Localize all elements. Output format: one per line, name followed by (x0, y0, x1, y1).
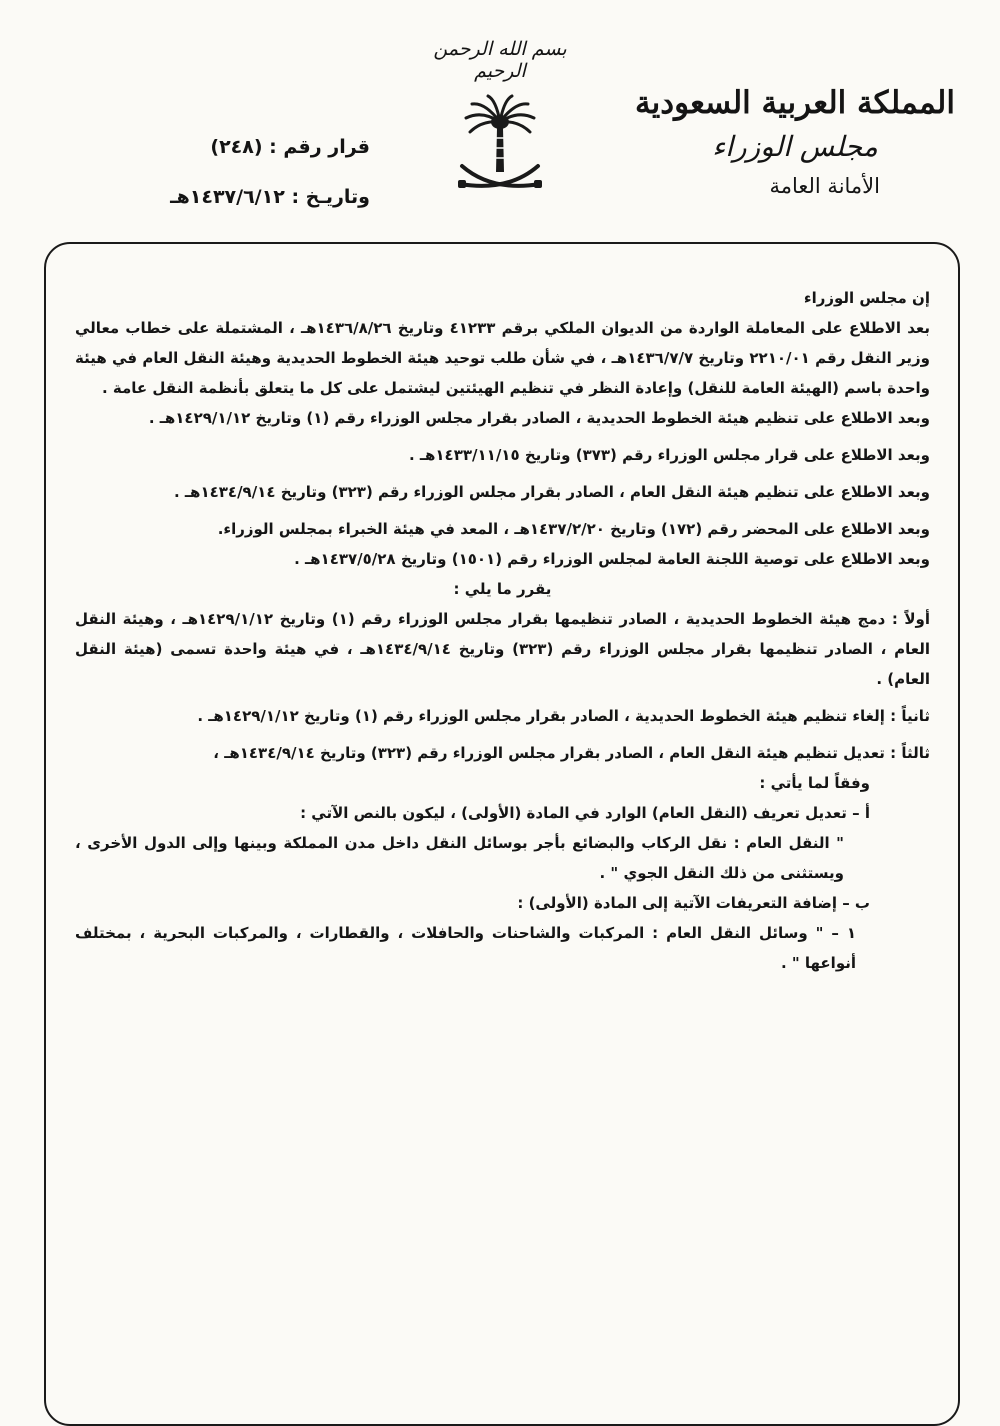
clause-third-continuation: وفقاً لما يأتي : (759, 774, 870, 792)
item-b-heading: ب – إضافة التعريفات الآتية إلى المادة (الأولى) : (517, 894, 870, 912)
council-name: مجلس الوزراء (712, 130, 878, 163)
clause-third: ثالثاً : تعديل تنظيم هيئة النقل العام ، الصادر بقرار مجلس الوزراء رقم (٣٢٣) وتاريخ ١٤٣٤/٩/١٤هـ ، (213, 744, 930, 762)
item-a-text: " النقل العام : نقل الركاب والبضائع بأجر بوسائل النقل داخل مدن المملكة وبينها وإلى الدول الأخرى ، ويستثنى من ذلك النقل الجوي " . (75, 834, 844, 882)
basmala: بسم الله الرحمن الرحيم (433, 38, 567, 82)
decides-heading: يقرر ما يلي : (453, 580, 552, 598)
kingdom-name: المملكة العربية السعودية (635, 85, 955, 121)
paragraph-1: بعد الاطلاع على المعاملة الواردة من الديوان الملكي برقم ٤١٢٣٣ وتاريخ ١٤٣٦/٨/٢٦هـ ، المشتملة على خطاب معالي وزير النقل رقم ٢٢١٠/٠١ وتاريخ ١٤٣٦/٧/٧هـ ، في شأن طلب توحيد هيئة الخطوط الحديدية وهيئة النقل العام في هيئة واحدة باسم (الهيئة العامة للنقل) وإعادة النظر في تنظيم الهيئتين ليشتمل على كل ما يتعلق بأنظمة النقل عامة . (75, 319, 930, 397)
decision-number-value: (٢٤٨) (210, 136, 263, 158)
decision-meta (70, 122, 370, 222)
decision-date-row (70, 172, 370, 222)
clause-second: ثانياً : إلغاء تنظيم هيئة الخطوط الحديدية ، الصادر بقرار مجلس الوزراء رقم (١) وتاريخ ١٤٢٩/١/١٢هـ . (197, 707, 930, 725)
saudi-emblem-icon (452, 92, 548, 202)
item-a-heading: أ – تعديل تعريف (النقل العام) الوارد في المادة (الأولى) ، ليكون بالنص الآتي : (300, 804, 870, 822)
item-b1-text: ١ – " وسائل النقل العام : المركبات والشاحنات والحافلات ، والقطارات ، والمركبات البحرية ، بمختلف أنواعها " . (75, 924, 856, 972)
clause-first: أولاً : دمج هيئة الخطوط الحديدية ، الصادر تنظيمها بقرار مجلس الوزراء رقم (١) وتاريخ ١٤٢٩/١/١٢هـ ، وهيئة النقل العام ، الصادر تنظيمها بقرار مجلس الوزراء رقم (٣٢٣) وتاريخ ١٤٣٤/٩/١٤هـ ، في هيئة واحدة تسمى (هيئة النقل العام) . (75, 610, 931, 688)
paragraph-4: وبعد الاطلاع على تنظيم هيئة النقل العام ، الصادر بقرار مجلس الوزراء رقم (٣٢٣) وتاريخ ١٤٣٤/٩/١٤هـ . (174, 483, 930, 501)
secretariat-name: الأمانة العامة (769, 174, 880, 198)
decision-date-value: ١٤٣٧/٦/١٢هـ (170, 186, 285, 208)
decision-number-label: قرار رقم : (269, 136, 370, 158)
paragraph-5: وبعد الاطلاع على المحضر رقم (١٧٢) وتاريخ ١٤٣٧/٢/٢٠هـ ، المعد في هيئة الخبراء بمجلس الوزراء. (217, 520, 930, 538)
decision-number-row (70, 122, 370, 172)
paragraph-3: وبعد الاطلاع على قرار مجلس الوزراء رقم (٣٧٣) وتاريخ ١٤٣٣/١١/١٥هـ . (408, 446, 930, 464)
paragraph-6: وبعد الاطلاع على توصية اللجنة العامة لمجلس الوزراء رقم (١٥٠١) وتاريخ ١٤٣٧/٥/٢٨هـ . (294, 550, 930, 568)
opening-line: إن مجلس الوزراء (803, 289, 930, 307)
decision-date-label: وتاريـخ : (291, 186, 370, 208)
decision-body (75, 283, 930, 978)
issuing-authority (630, 80, 960, 204)
paragraph-2: وبعد الاطلاع على تنظيم هيئة الخطوط الحديدية ، الصادر بقرار مجلس الوزراء رقم (١) وتاريخ ١٤٢٩/١/١٢هـ . (148, 409, 930, 427)
